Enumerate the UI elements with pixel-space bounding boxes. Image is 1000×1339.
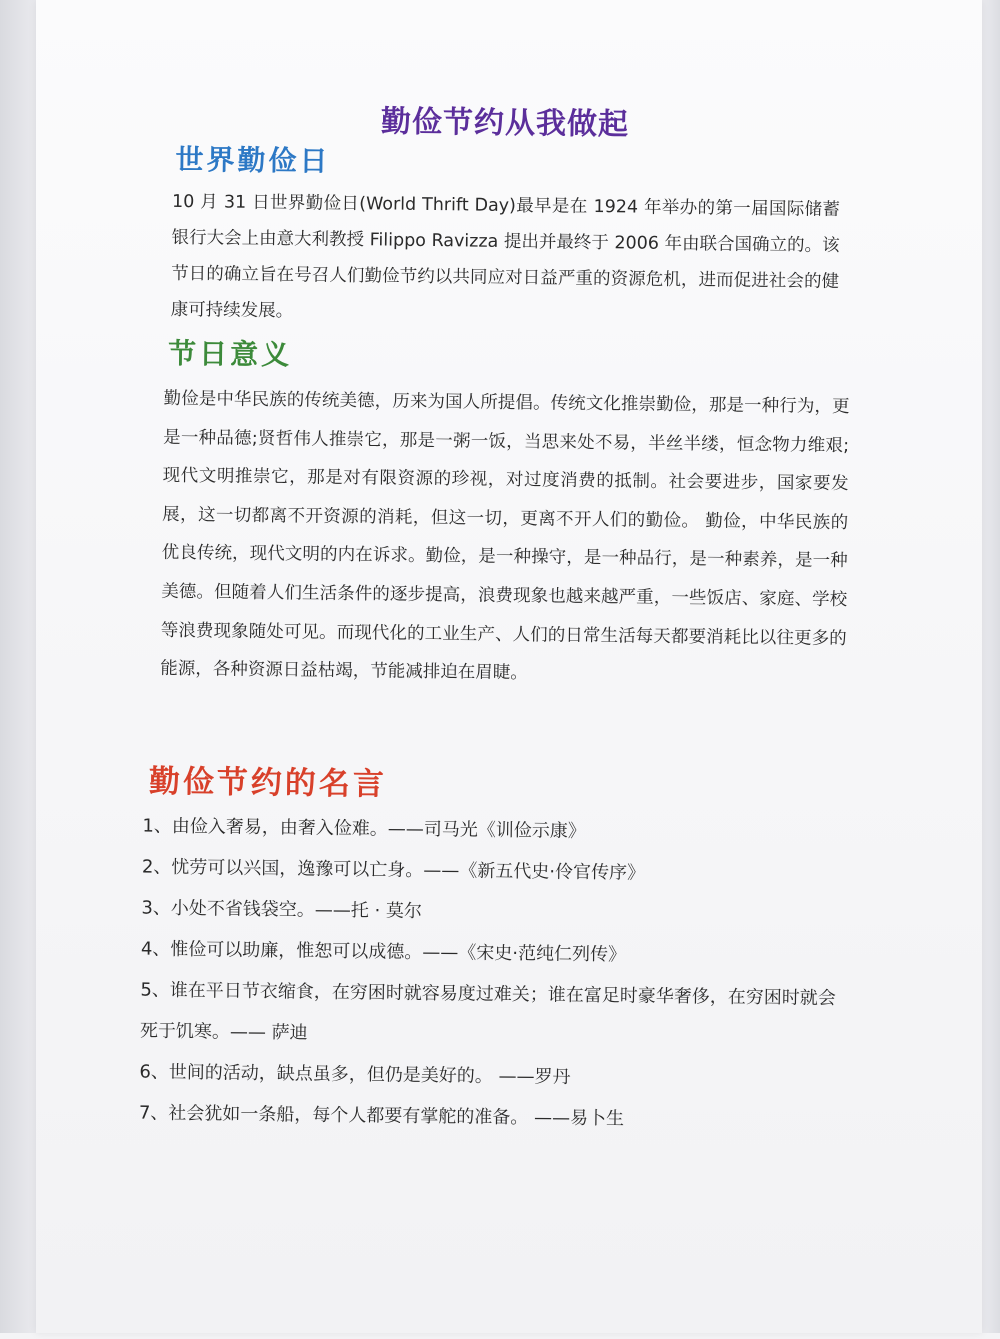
document-content xyxy=(26,0,988,1339)
section-heading-world-thrift-day: 世界勤俭日 xyxy=(175,142,331,178)
quote-item-6: 6、世间的活动，缺点虽多，但仍是美好的。 ——罗丹 xyxy=(139,1061,571,1088)
section-heading-festival-meaning: 节日意义 xyxy=(167,336,293,372)
quote-item-1: 1、由俭入奢易，由奢入俭难。——司马光《训俭示康》 xyxy=(142,815,586,842)
quote-item-4: 4、惟俭可以助廉，惟恕可以成德。——《宋史·范纯仁列传》 xyxy=(140,938,627,966)
quotes-list xyxy=(139,806,843,1143)
document-title: 勤俭节约从我做起 xyxy=(380,104,630,143)
festival-meaning-paragraph: 勤俭是中华民族的传统美德，历来为国人所提倡。传统文化推崇勤俭，那是一种行为，更是一种品德;贤哲伟人推崇它，那是一粥一饭，当思来处不易，半丝半缕，恒念物力维艰;现代文明推崇它，那是对有限资源的珍视，对过度消费的抵制。社会要进步，国家要发展，这一切都离不开资源的消耗，但这一切，更离不开人们的勤俭。 勤俭，中华民族的优良传统，现代文明的内在诉求。勤俭，是一种操守，是一种品行，是一种素养，是一种美德。但随着人们生活条件的逐步提高，浪费现象也越来越严重，一些饭店、家庭、学校等浪费现象随处可见。而现代化的工业生产、人们的日常生活每天都要消耗比以往更多的能源，各种资源日益枯竭，节能减排迫在眉睫。 xyxy=(160,388,850,684)
quote-item-2: 2、忧劳可以兴国，逸豫可以亡身。——《新五代史·伶官传序》 xyxy=(141,856,646,884)
quote-item-3: 3、小处不省钱袋空。——托 · 莫尔 xyxy=(141,897,423,922)
quote-item-7: 7、社会犹如一条船，每个人都要有掌舵的准备。 ——易卜生 xyxy=(138,1102,625,1130)
quote-item-5: 5、谁在平日节衣缩食，在穷困时就容易度过难关；谁在富足时豪华奢侈，在穷困时就会死于饥寒。—— 萨迪 xyxy=(139,979,836,1044)
section-heading-thrift-quotes: 勤俭节约的名言 xyxy=(148,763,388,803)
world-thrift-day-paragraph: 10 月 31 日世界勤俭日(World Thrift Day)最早是在 1924 年举办的第一届国际储蓄银行大会上由意大利教授 Filippo Ravizza 提出并最终于 2006 年由联合国确立的。该节日的确立旨在号召人们勤俭节约以共同应对日益严重的资源危机，进而促进社会的健康可持续发展。 xyxy=(170,191,841,322)
paper-sheet xyxy=(36,0,982,1333)
